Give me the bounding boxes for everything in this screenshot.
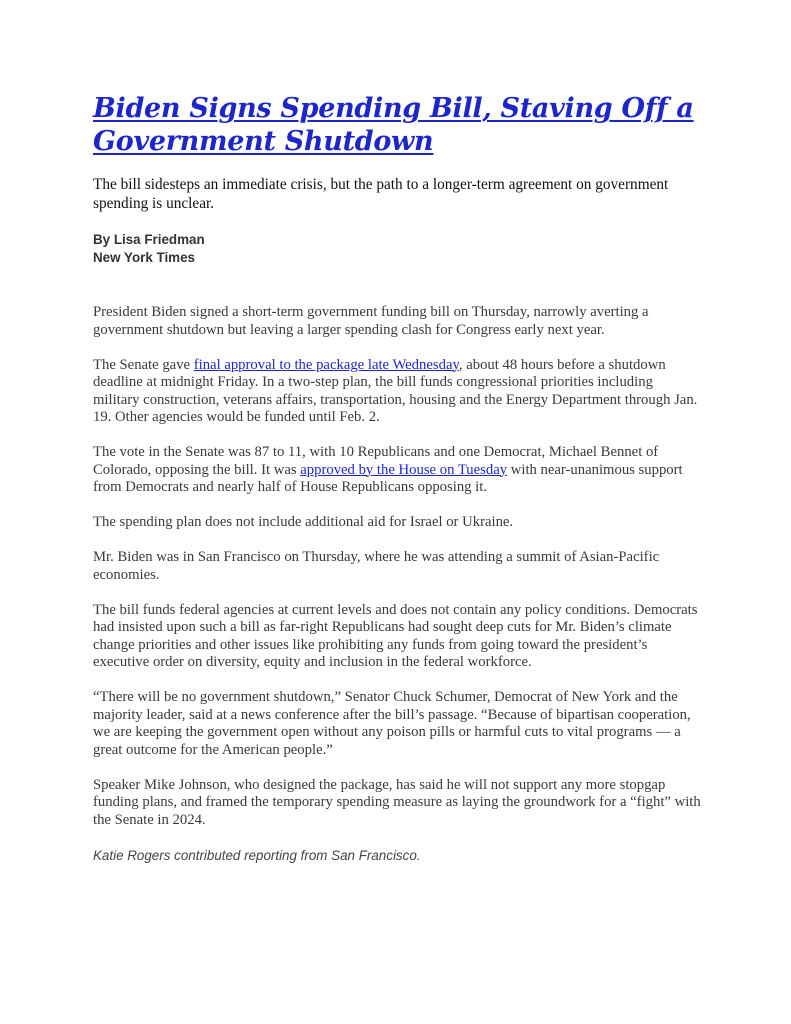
paragraph-2 xyxy=(93,357,703,427)
paragraph-6: The bill funds federal agencies at current levels and does not contain any policy conditions. Democrats had insisted upon such a bill as far-right Republicans had sought deep cuts for Mr. Biden’s climate change priorities and other issues like prohibiting any funds from going toward the president’s executive order on diversity, equity and inclusion in the federal workforce. xyxy=(93,601,698,670)
reporting-credit: Katie Rogers contributed reporting from San Francisco. xyxy=(93,847,421,863)
headline-link[interactable]: Biden Signs Spending Bill, Staving Off a Government Shutdown xyxy=(93,93,694,157)
paragraph-2-text-end: , about 48 hours before a shutdown deadline at midnight Friday. In a two-step plan, the bill funds congressional priorities including military construction, veterans affairs, transportation, housing and the Energy Department through Jan. 19. Other agencies would be funded until Feb. 2. xyxy=(93,356,698,425)
paragraph-1: President Biden signed a short-term government funding bill on Thursday, narrowly averting a government shutdown but leaving a larger spending clash for Congress early next year. xyxy=(93,304,649,338)
article-page xyxy=(93,92,703,882)
paragraph-4: The spending plan does not include additional aid for Israel or Ukraine. xyxy=(93,514,514,530)
author-name: By Lisa Friedman xyxy=(93,232,205,247)
house-approval-link[interactable]: approved by the House on Tuesday xyxy=(300,461,508,478)
article-dek: The bill sidesteps an immediate crisis, but the path to a longer-term agreement on government spending is unclear. xyxy=(93,176,669,212)
paragraph-3-text-end: with near-unanimous support from Democrats and nearly half of House Republicans opposing it. xyxy=(93,461,683,495)
article-headline[interactable] xyxy=(93,92,703,158)
paragraph-5: Mr. Biden was in San Francisco on Thursday, where he was attending a summit of Asian-Pacific economies. xyxy=(93,549,660,583)
final-approval-link[interactable]: final approval to the package late Wednesday xyxy=(193,356,459,373)
paragraph-3 xyxy=(93,444,703,497)
byline xyxy=(93,231,703,267)
paragraph-8: Speaker Mike Johnson, who designed the package, has said he will not support any more stopgap funding plans, and framed the temporary spending measure as laying the groundwork for a “fight” with the Senate in 2024. xyxy=(93,776,701,828)
paragraph-2-text-start: The Senate gave xyxy=(93,356,194,373)
publication-name: New York Times xyxy=(93,250,195,265)
paragraph-3-text-start: The vote in the Senate was 87 to 11, with 10 Republicans and one Democrat, Michael Bennet of Colorado, opposing the bill. It was xyxy=(93,444,659,478)
paragraph-7: “There will be no government shutdown,” Senator Chuck Schumer, Democrat of New York and the majority leader, said at a news conference after the bill’s passage. “Because of bipartisan cooperation, we are keeping the government open without any poison pills or harmful cuts to vital programs — a great outcome for the American people.” xyxy=(93,689,691,758)
article-body xyxy=(93,304,703,865)
